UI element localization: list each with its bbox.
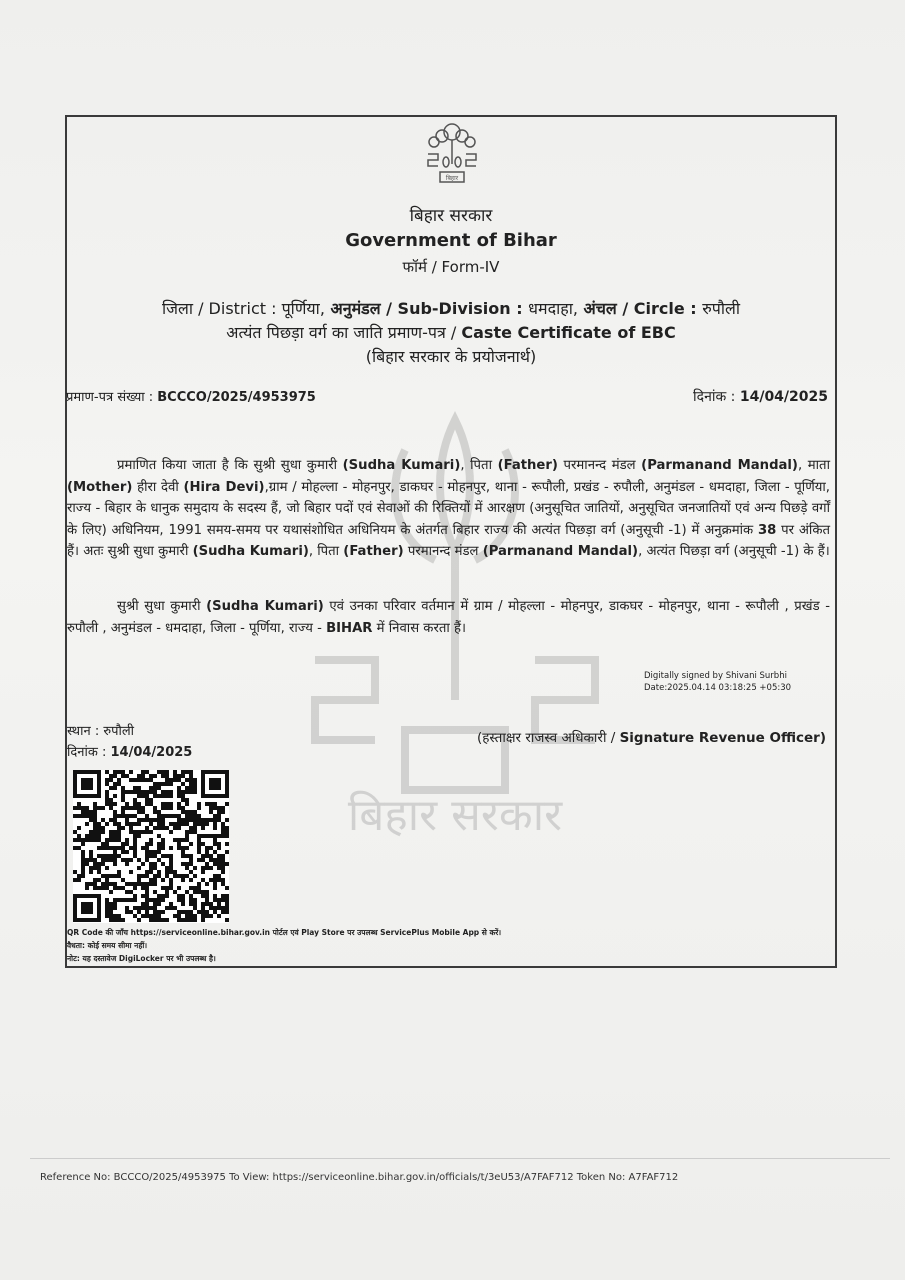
text: BIHAR xyxy=(326,620,373,636)
text: 38 xyxy=(757,522,777,538)
district-label: जिला / District : xyxy=(161,299,282,318)
issue-date xyxy=(67,742,192,760)
subdivision-value: धमदाहा, xyxy=(528,299,578,318)
text: सुश्री सुधा कुमारी xyxy=(117,599,207,614)
certificate-title xyxy=(65,321,837,343)
digital-signature-date: Date:2025.04.14 03:18:25 +05:30 xyxy=(644,683,792,693)
text: (Parmanand Mandal) xyxy=(482,544,639,560)
location-line xyxy=(65,297,837,319)
subdivision-label: अनुमंडल / Sub-Division : xyxy=(324,299,529,318)
bihar-emblem-logo xyxy=(418,118,486,186)
circle-value: रुपौली xyxy=(702,299,741,318)
issue-place: स्थान : रुपौली xyxy=(67,724,135,739)
text: (Sudha Kumari) xyxy=(342,458,461,473)
text: (Father) xyxy=(497,458,558,473)
form-number: फॉर्म / Form-IV xyxy=(402,258,500,276)
title-hindi: अत्यंत पिछड़ा वर्ग का जाति प्रमाण-पत्र / xyxy=(226,323,462,342)
text: हीरा देवी xyxy=(132,479,184,495)
digital-signature-block xyxy=(644,670,791,694)
note-validity: वैधता: कोई समय सीमा नहीं। xyxy=(67,941,148,950)
text: (Parmanand Mandal) xyxy=(641,458,798,473)
text: (Sudha Kumari) xyxy=(206,599,324,614)
text: (Sudha Kumari) xyxy=(192,544,309,560)
title-english: Caste Certificate of EBC xyxy=(461,323,676,342)
text: परमानन्द मंडल xyxy=(403,544,483,560)
text: प्रमाणित किया जाता है कि सुश्री सुधा कुमारी xyxy=(117,458,343,473)
text: , पिता xyxy=(308,544,344,560)
header-line-english: Government of Bihar xyxy=(345,230,557,251)
digital-signature-signer: Digitally signed by Shivani Surbhi xyxy=(644,671,787,681)
signature-hindi: (हस्ताक्षर राजस्व अधिकारी / xyxy=(476,730,620,746)
date-value: 14/04/2025 xyxy=(739,389,828,405)
certno-value: BCCCO/2025/4953975 xyxy=(157,390,316,405)
note-digilocker: नोट: यह दस्तावेज DigiLocker पर भी उपलब्ध है। xyxy=(67,954,216,963)
issue-date-label: दिनांक : xyxy=(67,745,111,760)
header-line-hindi: बिहार सरकार xyxy=(409,206,493,226)
certificate-number xyxy=(66,387,316,405)
text: , माता xyxy=(797,458,830,473)
text: पर अंकित हैं। अतः सुश्री सुधा कुमारी xyxy=(67,522,830,560)
text: एवं उनका परिवार वर्तमान में ग्राम / मोहल्ला - मोहनपुर, डाकघर - मोहनपुर, थाना - रूपौली , प्रखंड - रुपौली , अनुमंडल - धमदाहा, जिला - पूर्णिया, राज्य - xyxy=(67,599,830,636)
district-value: पूर्णिया, xyxy=(281,299,325,318)
text: परमानन्द मंडल xyxy=(557,458,642,473)
reference-footer: Reference No: BCCCO/2025/4953975 To View: https://serviceonline.bihar.gov.in/officials/t/3eU53/A7FAF712 Token No: A7FAF712 xyxy=(40,1172,679,1183)
text: , पिता xyxy=(460,458,498,473)
certificate-body-paragraph-1 xyxy=(67,455,830,563)
note-qr-check: QR Code की जाँच https://serviceonline.bihar.gov.in पोर्टल एवं Play Store पर उपलब्ध ServicePlus Mobile App से करें। xyxy=(67,928,502,937)
certificate-body-paragraph-2 xyxy=(67,596,830,639)
text: , अत्यंत पिछड़ा वर्ग (अनुसूची -1) के हैं। xyxy=(638,544,830,560)
text: (Mother) xyxy=(67,479,133,495)
qr-notes xyxy=(67,926,501,965)
watermark-text: बिहार सरकार xyxy=(347,790,563,841)
certno-label: प्रमाण-पत्र संख्या : xyxy=(66,390,158,405)
qr-code[interactable] xyxy=(73,770,229,923)
circle-label: अंचल / Circle : xyxy=(577,299,703,318)
footer-divider xyxy=(30,1158,890,1159)
date-label: दिनांक : xyxy=(693,389,740,405)
certificate-date xyxy=(693,387,828,406)
signature-caption xyxy=(477,728,826,746)
certificate-purpose: (बिहार सरकार के प्रयोजनार्थ) xyxy=(365,347,537,366)
emblem-caption: बिहार xyxy=(445,175,459,182)
text: में निवास करता हैं। xyxy=(372,620,466,636)
text: (Hira Devi) xyxy=(183,479,265,495)
issue-date-value: 14/04/2025 xyxy=(110,745,193,760)
text: (Father) xyxy=(343,544,404,560)
signature-english: Signature Revenue Officer) xyxy=(619,730,826,746)
text: ,ग्राम / मोहल्ला - मोहनपुर, डाकघर - मोहनपुर, थाना - रूपौली, प्रखंड - रुपौली, अनुमंडल - धमदाहा, जिला - पूर्णिया, राज्य - बिहार के धानुक समुदाय के सदस्य हैं, जो बिहार पदों एवं सेवाओं की रिक्तियों में आरक्षण (अनुसूचित जातियों, अनुसूचित जनजातियों एवं अन्य पिछड़े वर्गों के लिए) अधिनियम, 1991 समय-समय पर यथासंशोधित अधिनियम के अंतर्गत बिहार राज्य की अत्यंत पिछड़ा वर्ग (अनुसूची -1) में अनुक्रमांक xyxy=(67,479,830,538)
